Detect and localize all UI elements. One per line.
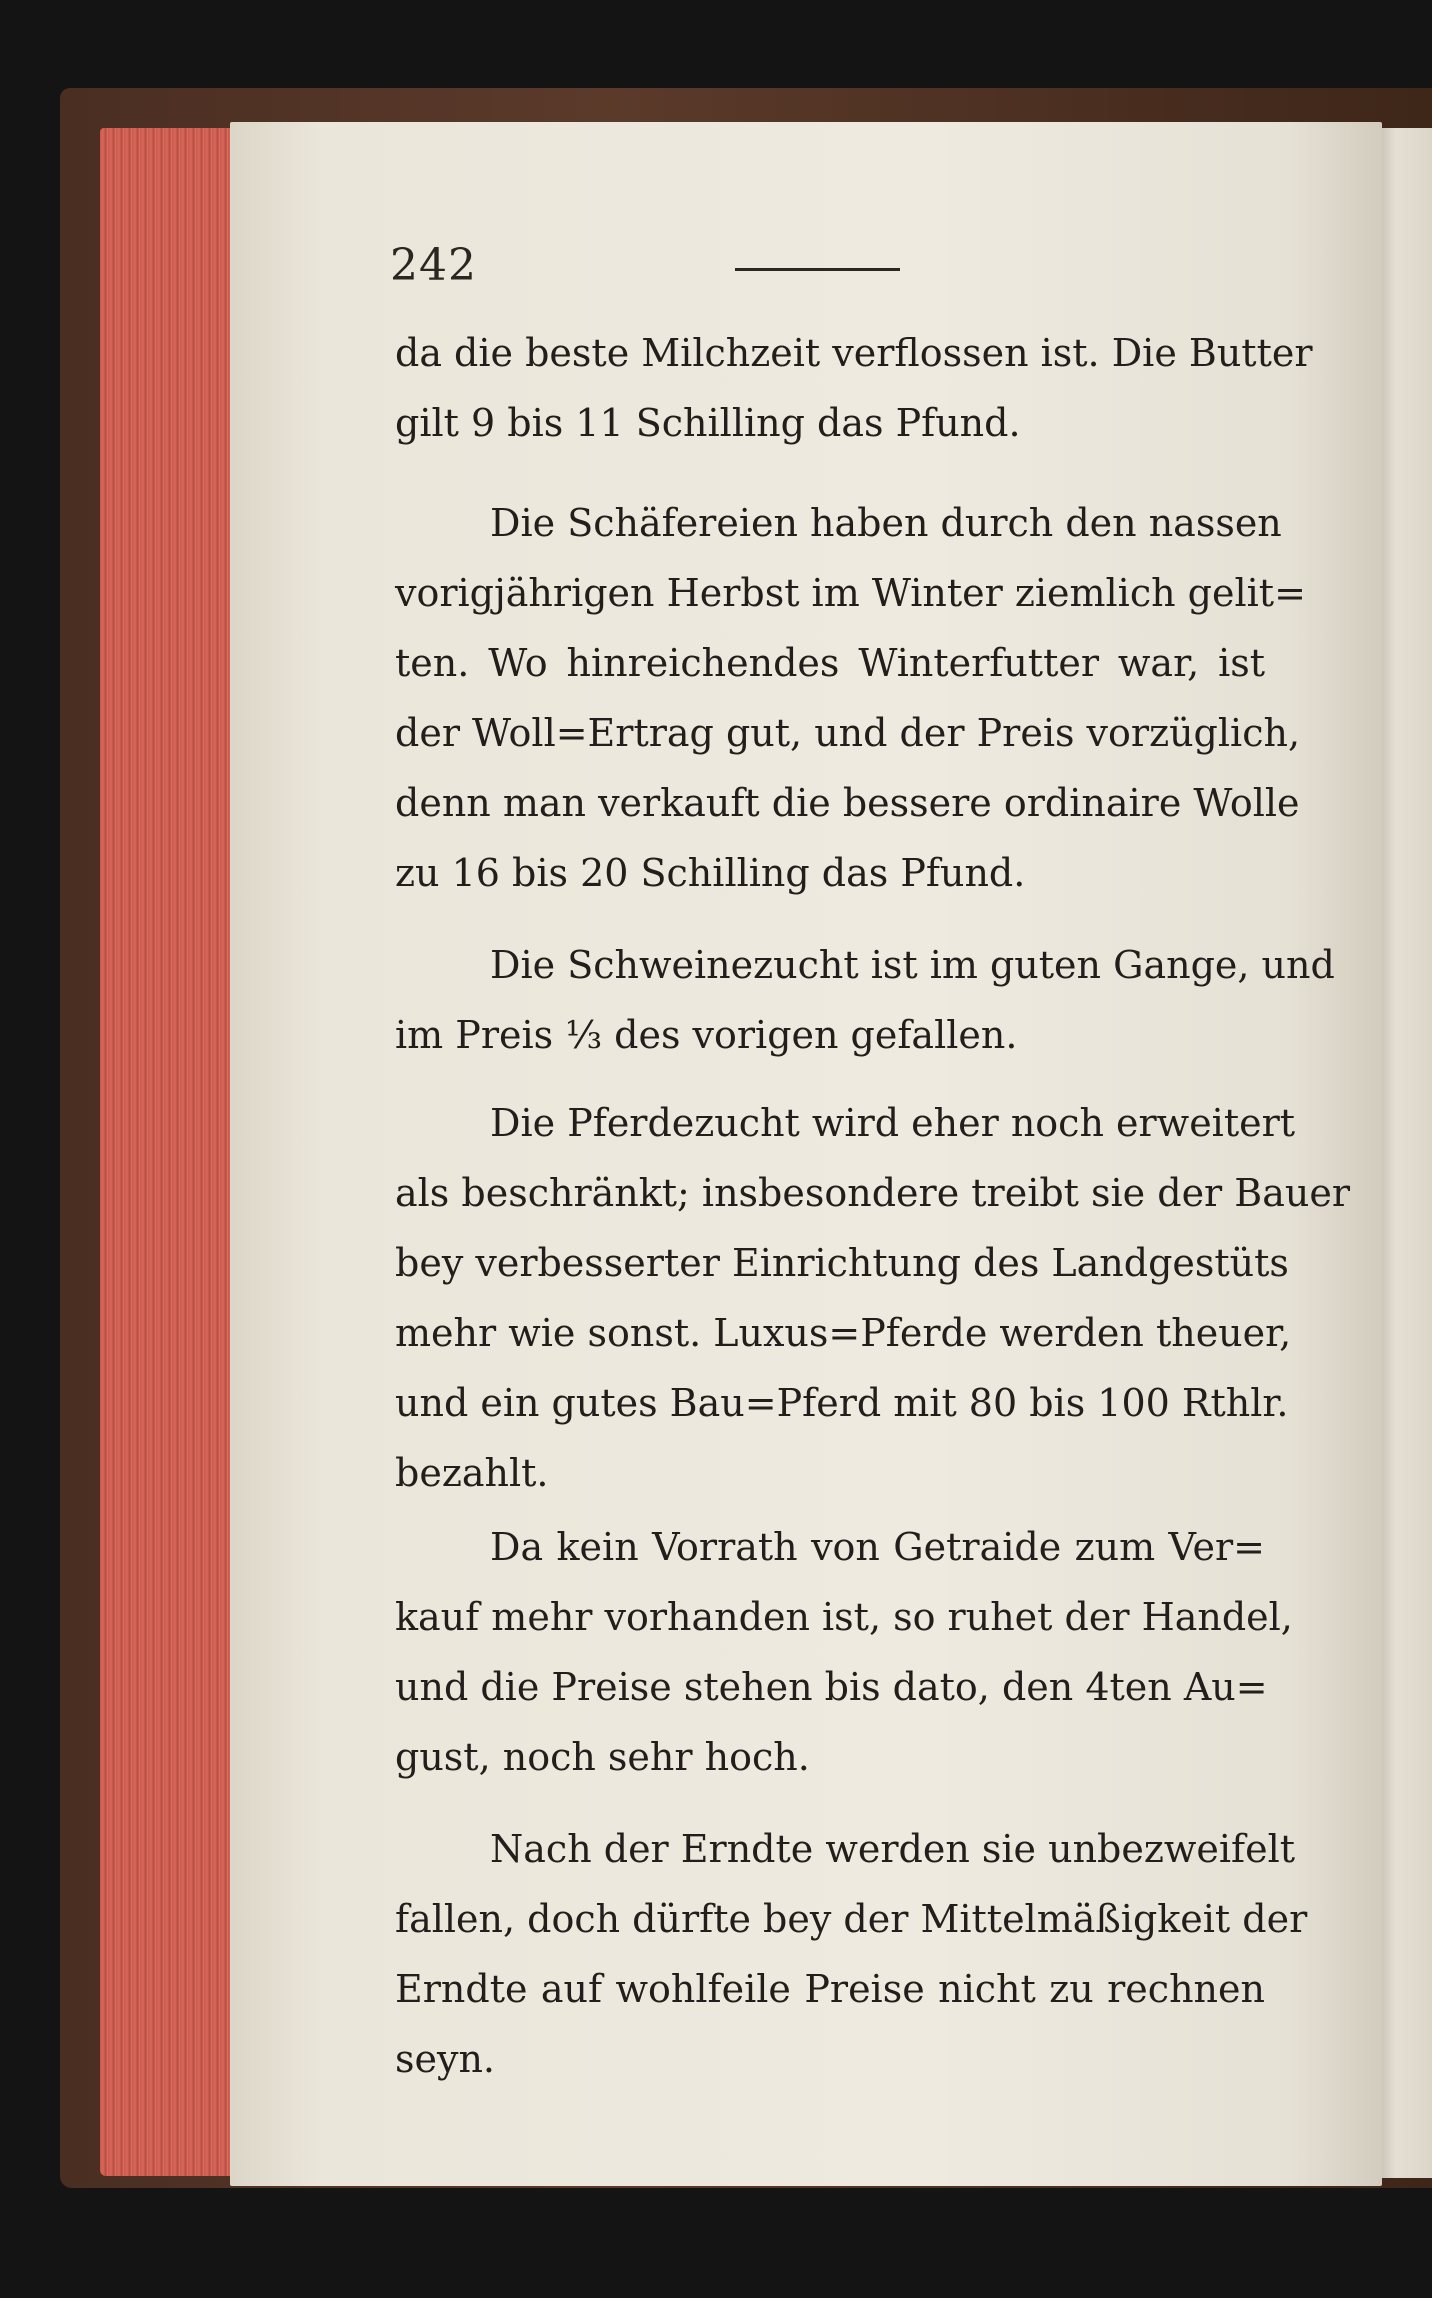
text-line: und die Preise stehen bis dato, den 4ten Au= — [395, 1665, 1268, 1709]
text-line: Die Schäfereien haben durch den nassen — [490, 501, 1282, 545]
text-line: bezahlt. — [395, 1451, 549, 1495]
text-line: als beschränkt; insbesondere treibt sie der Bauer — [395, 1171, 1351, 1215]
text-line: der Woll=Ertrag gut, und der Preis vorzüglich, — [395, 711, 1301, 755]
page-edges — [100, 128, 240, 2176]
text-line: ten. Wo hinreichendes Winterfutter war, ist — [395, 641, 1265, 685]
text-line: fallen, doch dürfte bey der Mittelmäßigkeit der — [395, 1897, 1308, 1941]
text-line: im Preis ⅓ des vorigen gefallen. — [395, 1013, 1018, 1057]
text-line: denn man verkauft die bessere ordinaire Wolle — [395, 781, 1300, 825]
text-line: gilt 9 bis 11 Schilling das Pfund. — [395, 401, 1021, 445]
text-line: bey verbesserter Einrichtung des Landgestüts — [395, 1241, 1289, 1285]
text-line: Da kein Vorrath von Getraide zum Ver= — [490, 1525, 1265, 1569]
text-line: und ein gutes Bau=Pferd mit 80 bis 100 Rthlr. — [395, 1381, 1289, 1425]
text-line: Die Schweinezucht ist im guten Gange, und — [490, 943, 1335, 987]
text-line: vorigjährigen Herbst im Winter ziemlich gelit= — [395, 571, 1306, 615]
text-line: kauf mehr vorhanden ist, so ruhet der Handel, — [395, 1595, 1293, 1639]
text-line: Die Pferdezucht wird eher noch erweitert — [490, 1101, 1296, 1145]
text-line: da die beste Milchzeit verflossen ist. Die Butter — [395, 331, 1313, 375]
text-line: Nach der Erndte werden sie unbezweifelt — [490, 1827, 1296, 1871]
page-number: 242 — [390, 240, 477, 291]
text-line: zu 16 bis 20 Schilling das Pfund. — [395, 851, 1026, 895]
text-line: Erndte auf wohlfeile Preise nicht zu rechnen — [395, 1967, 1265, 2011]
text-line: seyn. — [395, 2037, 496, 2081]
header-rule — [735, 268, 900, 271]
text-line: gust, noch sehr hoch. — [395, 1735, 810, 1779]
text-line: mehr wie sonst. Luxus=Pferde werden theuer, — [395, 1311, 1292, 1355]
